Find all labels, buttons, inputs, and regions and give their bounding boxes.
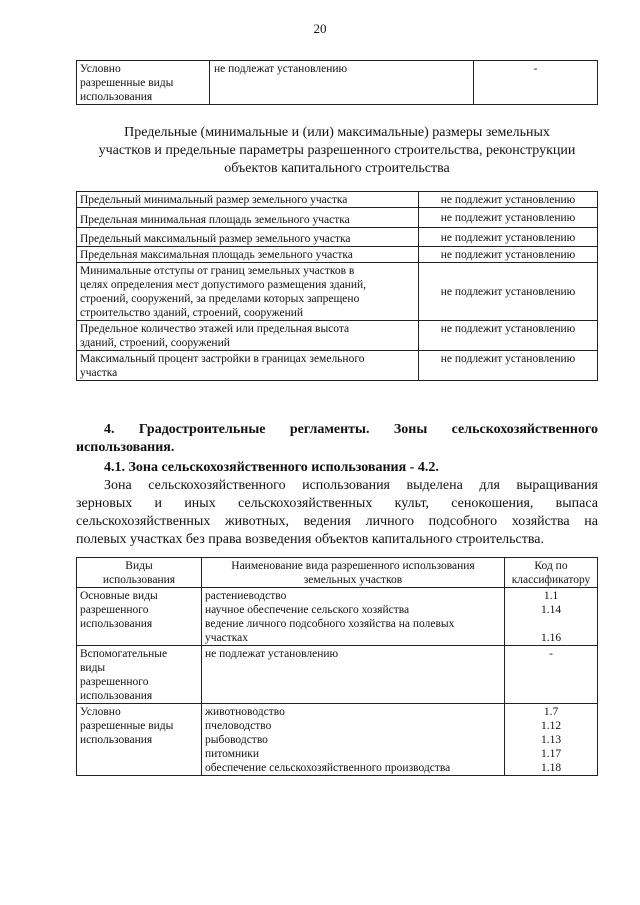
param-cell: Предельный максимальный размер земельного участка [77,228,419,247]
kind-auxiliary: Вспомогательные виды разрешенного использования [77,646,202,704]
section-4-1-title: 4.1. Зона сельскохозяйственного использования - 4.2. [104,460,439,475]
table-row [77,247,598,263]
table-row [77,321,598,351]
table-row [77,61,598,105]
table-row [77,646,598,704]
header-name: Наименование вида разрешенного использования земельных участков [202,558,505,588]
table-row [77,192,598,208]
value-cell: не подлежит установлению [419,247,598,263]
table-row [77,228,598,247]
table-header-row [77,558,598,588]
section-4-1-paragraph: Зона сельскохозяйственного использования выделена для выращивания зерновых и иных сельскохозяйственных культ, сенокошения, выпаса сельскохозяйственных животных, ведения личного подсобного хозяйства на полевых участках без права возведения объектов капитального строительства. [76,478,598,547]
header-kinds: Виды использования [77,558,202,588]
table-row [77,351,598,381]
value-cell: не подлежит установлению [419,192,598,208]
param-cell: Предельное количество этажей или предельная высота зданий, строений, сооружений [77,321,419,351]
conditional-use-value: не подлежат установлению [210,61,474,105]
value-cell: не подлежит установлению [419,263,598,321]
items-conditional: животноводство пчеловодство рыбоводство питомники обеспечение сельскохозяйственного производства [202,704,505,776]
header-code: Код по классификатору [505,558,598,588]
conditional-use-table [76,60,598,105]
section-4-title: 4. Градостроительные регламенты. Зоны сельскохозяйственного использования. [76,422,598,455]
param-cell: Минимальные отступы от границ земельных участков в целях определения мест допустимого размещения зданий, строений, сооружений, за пределами которых запрещено строительство зданий, строений, сооружений [77,263,419,321]
table-row [77,704,598,776]
value-cell: не подлежит установлению [419,351,598,381]
codes-conditional: 1.7 1.12 1.13 1.17 1.18 [505,704,598,776]
value-cell: не подлежит установлению [419,321,598,351]
kind-main: Основные виды разрешенного использования [77,588,202,646]
param-cell: Максимальный процент застройки в границах земельного участка [77,351,419,381]
kind-conditional: Условно разрешенные виды использования [77,704,202,776]
table-row [77,588,598,646]
value-cell: не подлежит установлению [419,228,598,247]
parameters-heading: Предельные (минимальные и (или) максимальные) размеры земельных участков и предельные параметры разрешенного строительства, реконструкции объектов капитального строительства [98,125,576,176]
param-cell: Предельная максимальная площадь земельного участка [77,247,419,263]
table-row [77,208,598,228]
agricultural-use-table [76,557,598,776]
codes-auxiliary: - [505,646,598,704]
conditional-use-code: - [474,61,598,105]
parameters-table [76,191,598,381]
codes-main: 1.1 1.14 1.16 [505,588,598,646]
items-auxiliary: не подлежат установлению [202,646,505,704]
table-row [77,263,598,321]
param-cell: Предельная минимальная площадь земельного участка [77,208,419,228]
items-main: растениеводство научное обеспечение сельского хозяйства ведение личного подсобного хозяйства на полевых участках [202,588,505,646]
page-number: 20 [313,21,327,36]
conditional-use-label: Условно разрешенные виды использования [77,61,210,105]
value-cell: не подлежит установлению [419,208,598,228]
param-cell: Предельный минимальный размер земельного участка [77,192,419,208]
